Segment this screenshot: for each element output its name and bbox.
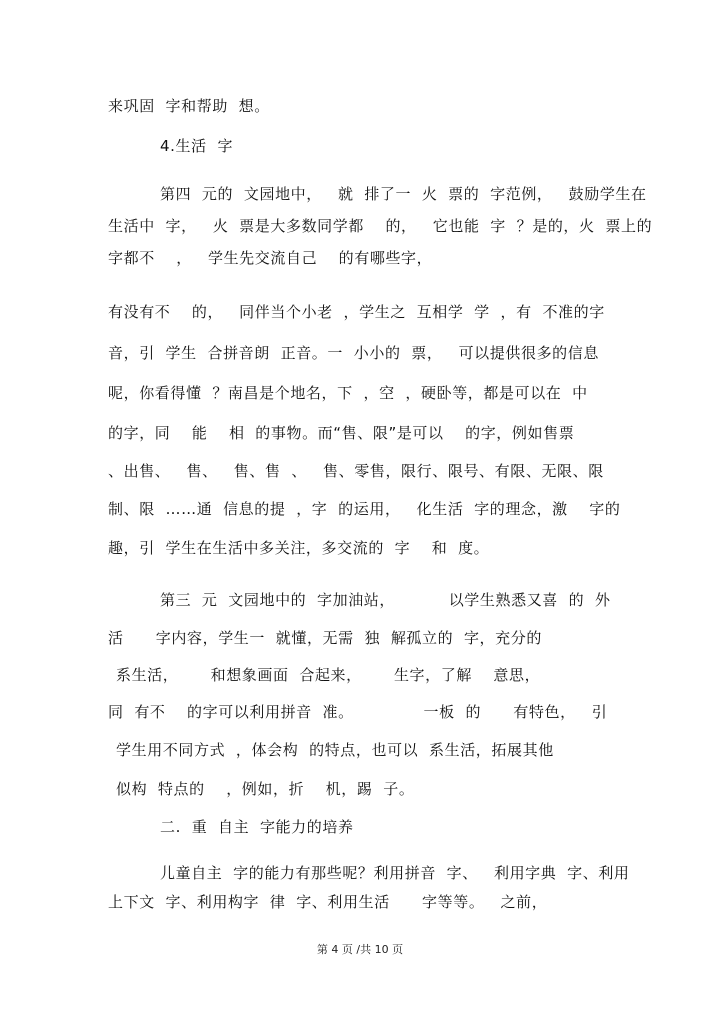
text-line-12: 趣，引 学生在生活中多关注，多交流的 字 和 度。 [108, 539, 490, 557]
text-line-7: 音，引 学生 合拼音朗 正音。一 小小的 票， 可以提供很多的信息 [108, 344, 599, 362]
text-line-14: 活 字内容，学生一 就懂，无需 独 解孤立的 字，充分的 [108, 629, 542, 647]
page-number-footer: 第 4 页 /共 10 页 [316, 943, 404, 956]
text-line-18: 似构 特点的 ，例如，折 机，踢 子。 [116, 780, 415, 798]
text-line-1: 来巩固 字和帮助 想。 [108, 97, 270, 115]
text-line-8: 呢，你看得懂 ？南昌是个地名，下 ，空 ，硬卧等，都是可以在 中 [108, 384, 588, 402]
text-line-5: 字都不 ， 学生先交流自己 的有哪些字， [108, 249, 433, 267]
text-line-17: 学生用不同方式 ，体会构 的特点，也可以 系生活，拓展其他 [116, 741, 554, 759]
text-line-15: 系生活， 和想象画面 合起来， 生字，了解 意思， [116, 666, 541, 684]
section-heading-life-literacy: 4.生活 字 [160, 137, 234, 155]
text-line-6: 有没有不 的， 同伴当个小老 ，学生之 互相学 学 ，有 不准的字 [108, 303, 605, 321]
text-line-9: 的字，同 能 相 的事物。而“售、限”是可以 的字，例如售票 [108, 424, 575, 442]
text-line-20: 儿童自主 字的能力有那些呢？利用拼音 字、 利用字典 字、利用 [160, 864, 630, 882]
text-line-10: 、出售、 售、 售、售 、 售、零售，限行、限号、有限、无限、限 [108, 462, 604, 480]
text-line-21: 上下文 字、利用构字 律 字、利用生活 字等等。 之前， [108, 893, 548, 911]
text-line-4: 生活中 字， 火 票是大多数同学都 的， 它也能 字 ？是的，火 票上的 [108, 217, 653, 235]
text-line-16: 同 有不 的字可以利用拼音 准。 一板 的 有特色， 引 [108, 703, 608, 721]
text-line-11: 制、限 ……通 信息的提 ，字 的运用， 化生活 字的理念，激 字的 [108, 500, 621, 518]
text-line-3: 第四 元的 文园地中， 就 排了一 火 票的 字范例， 鼓励学生在 [160, 185, 647, 203]
text-line-13: 第三 元 文园地中的 字加油站， 以学生熟悉又喜 的 外 [160, 591, 611, 609]
section-heading-self-literacy: 二. 重 自主 字能力的培养 [160, 818, 354, 836]
